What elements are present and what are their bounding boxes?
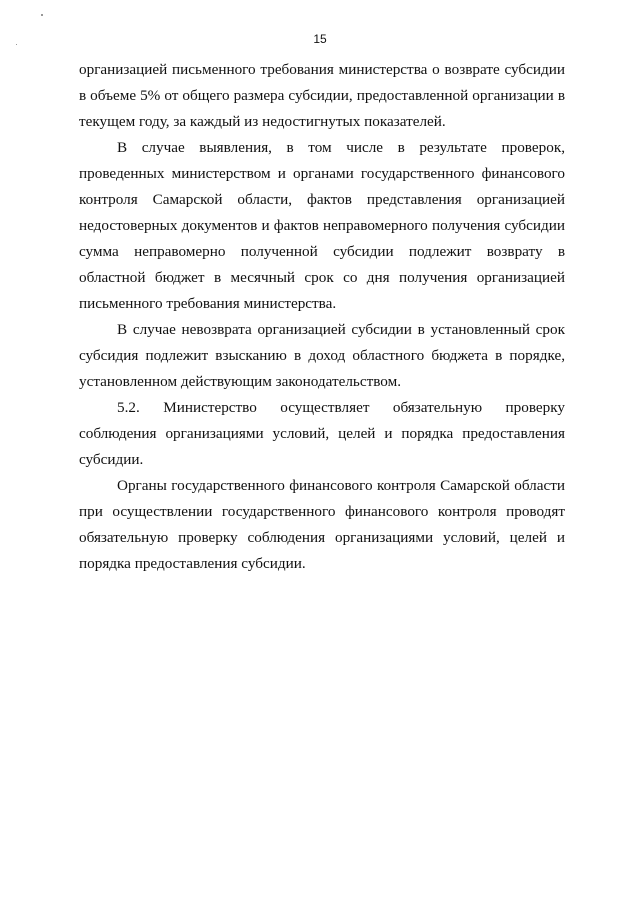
paragraph: В случае невозврата организацией субсидии в установленный срок субсидия подлежит взысканию в доход областного бюджета в порядке, установленном действующим законодательством.: [79, 321, 565, 390]
document-body: [79, 57, 565, 577]
paragraph: Органы государственного финансового контроля Самарской области при осуществлении государственного финансового контроля проводят обязательную проверку соблюдения организациями условий, целей и порядка предоставления субсидии.: [79, 477, 565, 572]
paragraph: В случае выявления, в том числе в результате проверок, проведенных министерством и органами государственного финансового контроля Самарской области, фактов представления организацией недостоверных документов и фактов неправомерного получения субсидии сумма неправомерно полученной субсидии подлежит возврату в областной бюджет в месячный срок со дня получения организацией письменного требования министерства.: [79, 139, 565, 312]
paragraph: организацией письменного требования министерства о возврате субсидии в объеме 5% от общего размера субсидии, предоставленной организации в текущем году, за каждый из недостигнутых показателей.: [79, 61, 565, 130]
page-number: 15: [313, 32, 327, 46]
scan-speck: [41, 14, 43, 16]
paragraph: 5.2. Министерство осуществляет обязательную проверку соблюдения организациями условий, целей и порядка предоставления субсидии.: [79, 399, 565, 468]
